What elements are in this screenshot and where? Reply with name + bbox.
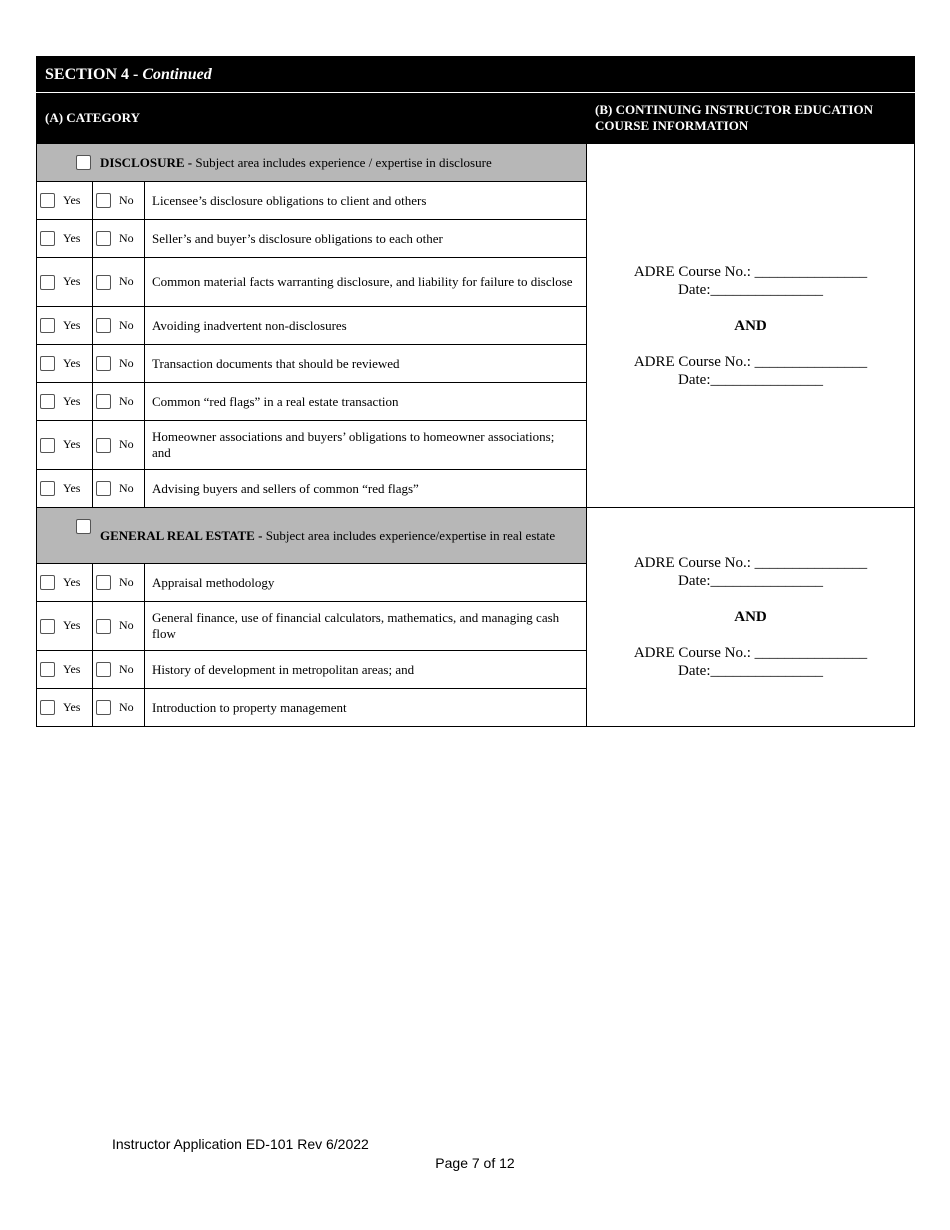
- no-checkbox[interactable]: [96, 700, 111, 715]
- no-option[interactable]: [93, 602, 145, 651]
- category-row-general-real-estate: [37, 508, 915, 564]
- yes-option[interactable]: [37, 470, 93, 508]
- yes-checkbox[interactable]: [40, 356, 55, 371]
- no-option[interactable]: [93, 564, 145, 602]
- yes-checkbox[interactable]: [40, 275, 55, 290]
- category-checkbox-general-real-estate[interactable]: [76, 519, 91, 534]
- section-4-table: [36, 56, 915, 727]
- yes-label: Yes: [63, 355, 81, 370]
- date-field[interactable]: Date:_______________: [678, 371, 823, 388]
- yes-label: Yes: [63, 230, 81, 245]
- yes-option[interactable]: [37, 421, 93, 470]
- and-label: AND: [734, 609, 767, 625]
- yes-option[interactable]: [37, 258, 93, 307]
- no-option[interactable]: [93, 258, 145, 307]
- item-text: Seller’s and buyer’s disclosure obligations to each other: [145, 220, 587, 258]
- yes-checkbox[interactable]: [40, 575, 55, 590]
- page-number: Page 7 of 12: [435, 1155, 515, 1171]
- yes-label: Yes: [63, 437, 81, 452]
- no-label: No: [119, 661, 134, 676]
- category-description: Subject area includes experience / expertise in disclosure: [192, 155, 492, 170]
- no-label: No: [119, 574, 134, 589]
- no-checkbox[interactable]: [96, 662, 111, 677]
- yes-checkbox[interactable]: [40, 619, 55, 634]
- yes-option[interactable]: [37, 345, 93, 383]
- item-text: General finance, use of financial calculators, mathematics, and managing cash flow: [145, 602, 587, 651]
- no-option[interactable]: [93, 651, 145, 689]
- adre-course-no-field[interactable]: ADRE Course No.: _______________: [633, 263, 868, 280]
- adre-course-no-field[interactable]: ADRE Course No.: _______________: [633, 353, 868, 370]
- item-text: Common material facts warranting disclosure, and liability for failure to disclose: [145, 258, 587, 307]
- yes-option[interactable]: [37, 602, 93, 651]
- yes-checkbox[interactable]: [40, 662, 55, 677]
- yes-checkbox[interactable]: [40, 231, 55, 246]
- yes-label: Yes: [63, 618, 81, 633]
- item-text: Advising buyers and sellers of common “red flags”: [145, 470, 587, 508]
- no-option[interactable]: [93, 421, 145, 470]
- yes-label: Yes: [63, 699, 81, 714]
- no-checkbox[interactable]: [96, 318, 111, 333]
- item-text: Appraisal methodology: [145, 564, 587, 602]
- item-text: Homeowner associations and buyers’ obligations to homeowner associations; and: [145, 421, 587, 470]
- no-label: No: [119, 437, 134, 452]
- section-header: [37, 57, 915, 93]
- column-b-header: (B) CONTINUING INSTRUCTOR EDUCATION COURSE INFORMATION: [587, 93, 915, 144]
- yes-label: Yes: [63, 274, 81, 289]
- adre-course-no-field[interactable]: ADRE Course No.: _______________: [633, 555, 868, 571]
- no-checkbox[interactable]: [96, 619, 111, 634]
- no-label: No: [119, 393, 134, 408]
- no-label: No: [119, 230, 134, 245]
- no-checkbox[interactable]: [96, 193, 111, 208]
- item-text: Common “red flags” in a real estate transaction: [145, 383, 587, 421]
- column-a-header: (A) CATEGORY: [37, 93, 587, 144]
- yes-option[interactable]: [37, 220, 93, 258]
- yes-option[interactable]: [37, 182, 93, 220]
- item-text: Transaction documents that should be reviewed: [145, 345, 587, 383]
- no-checkbox[interactable]: [96, 275, 111, 290]
- yes-label: Yes: [63, 574, 81, 589]
- no-label: No: [119, 699, 134, 714]
- item-text: Introduction to property management: [145, 689, 587, 727]
- date-field[interactable]: Date:_______________: [678, 663, 823, 679]
- form-id-footer: Instructor Application ED-101 Rev 6/2022: [112, 1136, 369, 1152]
- yes-label: Yes: [63, 393, 81, 408]
- no-option[interactable]: [93, 220, 145, 258]
- no-option[interactable]: [93, 345, 145, 383]
- no-checkbox[interactable]: [96, 394, 111, 409]
- section-title-continued: Continued: [142, 65, 212, 83]
- course-info-disclosure: [587, 144, 915, 508]
- yes-option[interactable]: [37, 689, 93, 727]
- category-header-disclosure: [37, 144, 587, 182]
- yes-label: Yes: [63, 661, 81, 676]
- no-checkbox[interactable]: [96, 438, 111, 453]
- category-header-general-real-estate: [37, 508, 587, 564]
- yes-checkbox[interactable]: [40, 481, 55, 496]
- item-text: History of development in metropolitan areas; and: [145, 651, 587, 689]
- yes-checkbox[interactable]: [40, 394, 55, 409]
- yes-option[interactable]: [37, 307, 93, 345]
- category-row-disclosure: [37, 144, 915, 182]
- no-option[interactable]: [93, 383, 145, 421]
- no-label: No: [119, 192, 134, 207]
- yes-checkbox[interactable]: [40, 700, 55, 715]
- date-field[interactable]: Date:_______________: [678, 281, 823, 298]
- yes-label: Yes: [63, 480, 81, 495]
- no-label: No: [119, 317, 134, 332]
- no-checkbox[interactable]: [96, 231, 111, 246]
- yes-option[interactable]: [37, 383, 93, 421]
- no-label: No: [119, 480, 134, 495]
- no-option[interactable]: [93, 689, 145, 727]
- category-name: GENERAL REAL ESTATE -: [100, 528, 263, 543]
- yes-checkbox[interactable]: [40, 438, 55, 453]
- category-name: DISCLOSURE -: [100, 155, 193, 170]
- yes-option[interactable]: [37, 651, 93, 689]
- yes-checkbox[interactable]: [40, 318, 55, 333]
- no-option[interactable]: [93, 470, 145, 508]
- yes-label: Yes: [63, 192, 81, 207]
- no-option[interactable]: [93, 307, 145, 345]
- adre-course-no-field[interactable]: ADRE Course No.: _______________: [633, 645, 868, 661]
- no-checkbox[interactable]: [96, 575, 111, 590]
- no-option[interactable]: [93, 182, 145, 220]
- section-title: SECTION 4 -: [45, 65, 143, 83]
- no-label: No: [119, 618, 134, 633]
- yes-option[interactable]: [37, 564, 93, 602]
- and-label: AND: [734, 317, 767, 334]
- date-field[interactable]: Date:_______________: [678, 573, 823, 589]
- category-description: Subject area includes experience/expertise in real estate: [262, 528, 556, 543]
- item-text: Avoiding inadvertent non-disclosures: [145, 307, 587, 345]
- no-checkbox[interactable]: [96, 356, 111, 371]
- column-header-row: [37, 93, 915, 144]
- no-checkbox[interactable]: [96, 481, 111, 496]
- item-text: Licensee’s disclosure obligations to client and others: [145, 182, 587, 220]
- course-info-general-real-estate: [587, 508, 915, 727]
- yes-checkbox[interactable]: [40, 193, 55, 208]
- yes-label: Yes: [63, 317, 81, 332]
- no-label: No: [119, 355, 134, 370]
- category-checkbox-disclosure[interactable]: [76, 155, 91, 170]
- no-label: No: [119, 274, 134, 289]
- section-header-row: [37, 57, 915, 93]
